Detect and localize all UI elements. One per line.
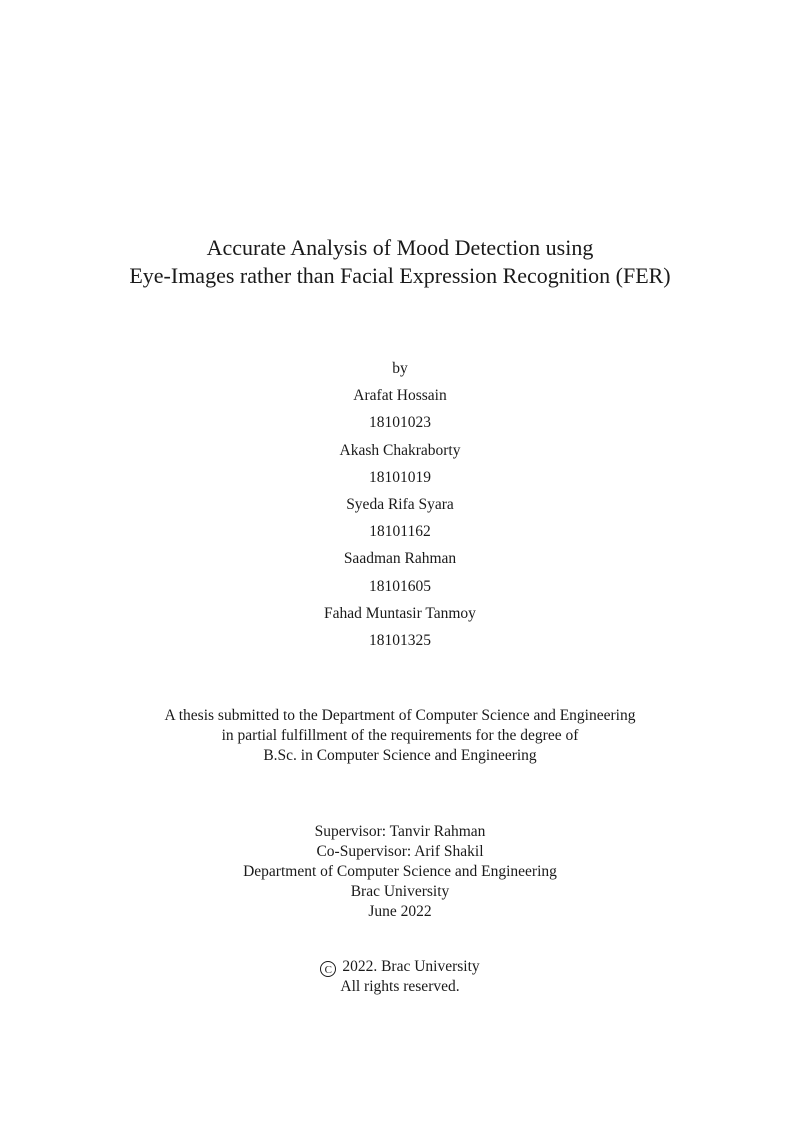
thesis-title-line-1: Accurate Analysis of Mood Detection using xyxy=(206,235,594,260)
author-list xyxy=(0,359,800,658)
author-name: Saadman Rahman xyxy=(343,550,457,568)
author-name: Syeda Rifa Syara xyxy=(346,495,454,513)
thesis-title xyxy=(0,234,800,290)
author-id: 18101162 xyxy=(369,523,431,541)
author-id: 18101605 xyxy=(369,577,431,595)
copyright-line-1 xyxy=(0,957,800,977)
submission-line-2: in partial fulfillment of the requirements for the degree of xyxy=(221,727,579,744)
submission-line-1: A thesis submitted to the Department of Computer Science and Engineering xyxy=(164,707,636,724)
copyright-line-2: All rights reserved. xyxy=(340,978,460,995)
author-name: Fahad Muntasir Tanmoy xyxy=(324,604,476,622)
supervision-block xyxy=(0,822,800,922)
author-id: 18101023 xyxy=(369,414,431,432)
submission-line-3: B.Sc. in Computer Science and Engineering xyxy=(263,747,537,764)
co-supervisor: Co-Supervisor: Arif Shakil xyxy=(316,843,484,860)
submission-date: June 2022 xyxy=(368,903,432,920)
copyright-block xyxy=(0,957,800,997)
byline: by xyxy=(392,360,408,377)
author-id: 18101325 xyxy=(369,631,431,649)
copyright-icon: C xyxy=(320,961,336,977)
university: Brac University xyxy=(350,883,450,900)
submission-statement xyxy=(0,706,800,766)
thesis-title-line-2: Eye-Images rather than Facial Expression Recognition (FER) xyxy=(129,263,671,288)
copyright-text: 2022. Brac University xyxy=(342,958,480,975)
author-name: Arafat Hossain xyxy=(353,387,447,405)
author-name: Akash Chakraborty xyxy=(339,441,461,459)
supervisor: Supervisor: Tanvir Rahman xyxy=(314,823,486,840)
department: Department of Computer Science and Engineering xyxy=(243,863,557,880)
author-id: 18101019 xyxy=(369,468,431,486)
